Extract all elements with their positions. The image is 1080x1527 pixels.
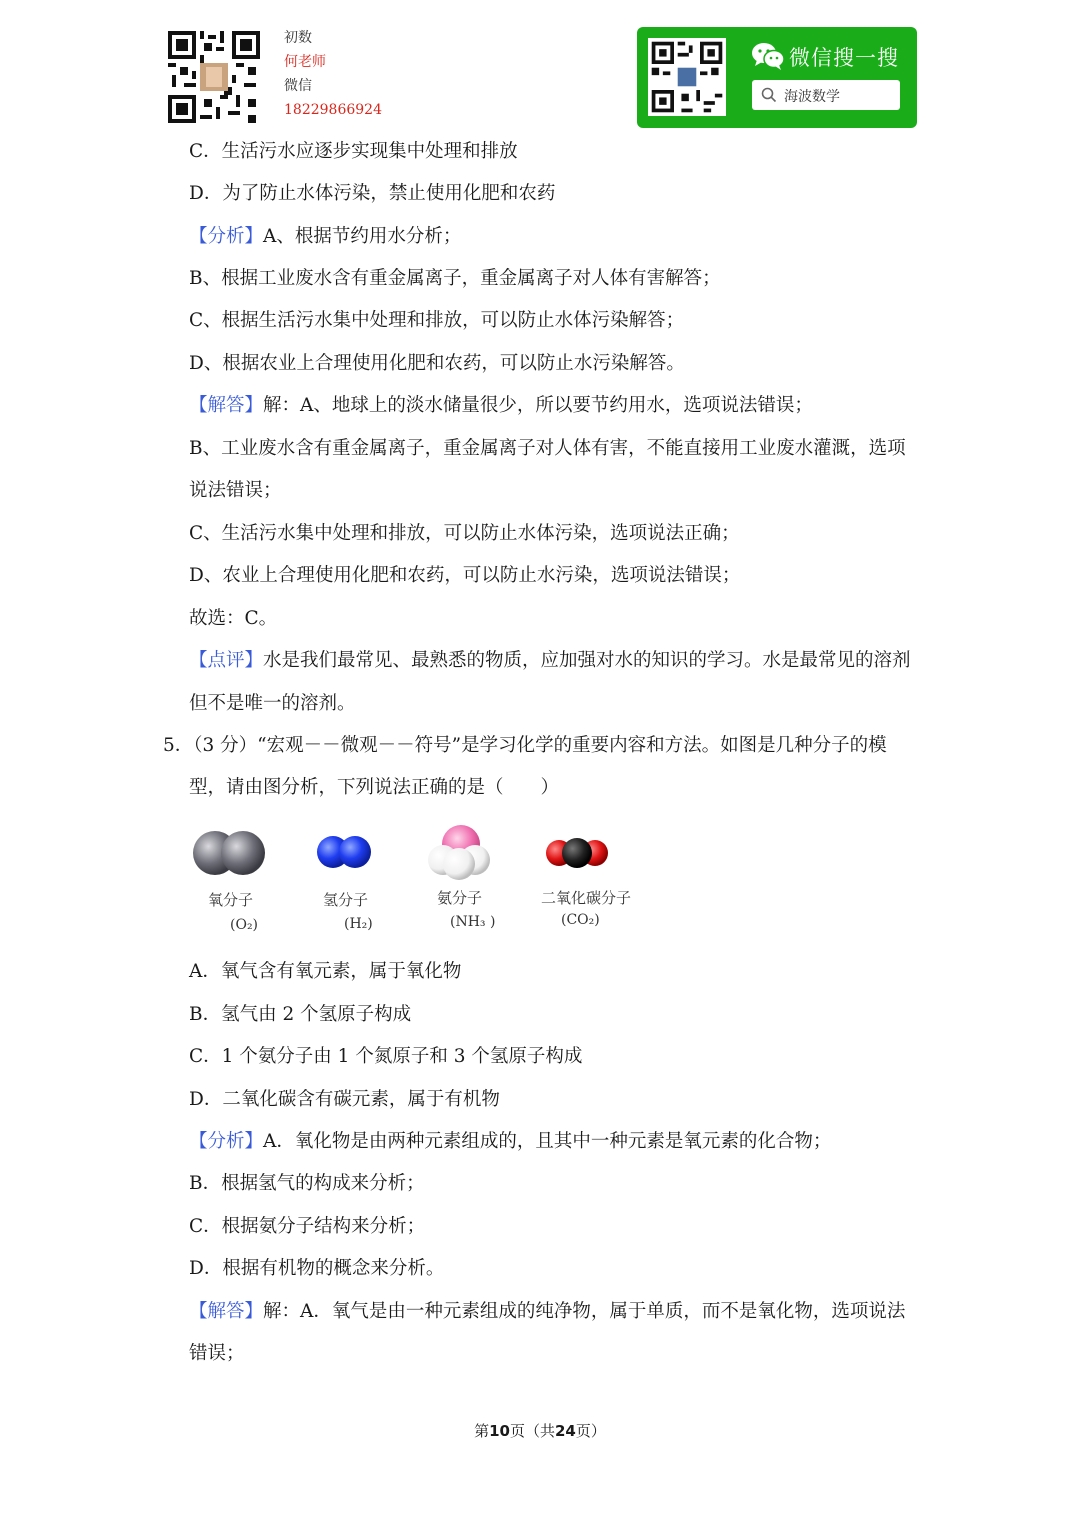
question-stem: 5．（3 分）“宏观－－微观－－符号”是学习化学的重要内容和方法。如图是几种分子的模 <box>163 735 887 756</box>
option-c: C．1 个氨分子由 1 个氮原子和 3 个氢原子构成 <box>189 1046 583 1067</box>
text-line: D、农业上合理使用化肥和农药，可以防止水污染，选项说法错误； <box>189 565 741 586</box>
text-line: B、根据工业废水含有重金属离子，重金属离子对人体有害解答； <box>189 268 721 289</box>
carbon-dioxide-molecule-model <box>544 834 610 872</box>
text-line: 故选：C。 <box>189 608 278 629</box>
wechat-search-card <box>637 27 917 128</box>
molecule-formula-hydrogen: (H₂) <box>344 916 373 932</box>
section-tag: 【点评】 <box>189 650 264 671</box>
wechat-logo-icon <box>751 41 785 71</box>
text-line: B．根据氢气的构成来分析； <box>189 1173 425 1194</box>
text-line: C、生活污水集中处理和排放，可以防止水体污染，选项说法正确； <box>189 523 740 544</box>
text-line: D、根据农业上合理使用化肥和农药，可以防止水污染解答。 <box>189 353 685 374</box>
text-line: 【分析】A．氧化物是由两种元素组成的，且其中一种元素是氧元素的化合物； <box>189 1131 832 1152</box>
text-line: 错误； <box>189 1343 245 1364</box>
contact-qr-code <box>168 31 260 123</box>
contact-line-phone: 18229866924 <box>284 102 382 118</box>
contact-line-teacher: 何老师 <box>284 54 326 70</box>
search-icon <box>761 87 777 103</box>
text-line: 说法错误； <box>189 480 282 501</box>
molecule-figure <box>180 820 650 945</box>
text-line: B、工业废水含有重金属离子，重金属离子对人体有害，不能直接用工业废水灌溉，选项 <box>189 438 906 459</box>
qr-code-icon <box>648 38 726 116</box>
ammonia-molecule-model <box>423 822 495 882</box>
option-d: D．二氧化碳含有碳元素，属于有机物 <box>189 1089 500 1110</box>
text-line: 【解答】解：A、地球上的淡水储量很少，所以要节约用水，选项说法错误； <box>189 395 813 416</box>
text-line: 【分析】A、根据节约用水分析； <box>189 226 462 247</box>
section-tag: 【解答】 <box>189 1301 264 1322</box>
option-b: B．氢气由 2 个氢原子构成 <box>189 1004 412 1025</box>
hydrogen-molecule-model <box>313 832 377 872</box>
wechat-qr-code <box>648 38 726 116</box>
page-footer: 第10页（共24页） <box>474 1422 606 1440</box>
wechat-search-title: 微信搜一搜 <box>789 46 899 70</box>
molecule-label-hydrogen: 氢分子 <box>323 891 369 909</box>
current-page-number: 10 <box>489 1422 510 1440</box>
molecule-formula-carbon-dioxide: (CO₂) <box>561 912 600 928</box>
text-line: 但不是唯一的溶剂。 <box>189 693 356 714</box>
section-tag: 【分析】 <box>189 1131 264 1152</box>
text-line: D．根据有机物的概念来分析。 <box>189 1258 445 1279</box>
contact-line-wechat: 微信 <box>284 78 312 94</box>
option-a: A．氧气含有氧元素，属于氧化物 <box>189 961 462 982</box>
text-line: C．生活污水应逐步实现集中处理和排放 <box>189 141 518 162</box>
wechat-search-text: 海波数学 <box>784 89 840 105</box>
contact-line-grade: 初数 <box>284 30 312 46</box>
section-tag: 【分析】 <box>189 226 264 247</box>
text-line: 【点评】水是我们最常见、最熟悉的物质，应加强对水的知识的学习。水是最常见的溶剂 <box>189 650 911 671</box>
molecule-formula-ammonia: (NH₃ ) <box>450 914 496 930</box>
text-line: D．为了防止水体污染，禁止使用化肥和农药 <box>189 183 556 204</box>
text-line: 【解答】解：A．氧气是由一种元素组成的纯净物，属于单质，而不是氧化物，选项说法 <box>189 1301 906 1322</box>
text-line: C．根据氨分子结构来分析； <box>189 1216 426 1237</box>
total-page-count: 24 <box>555 1422 576 1440</box>
question-stem: 型，请由图分析，下列说法正确的是（ ） <box>189 777 560 798</box>
section-tag: 【解答】 <box>189 395 264 416</box>
molecule-label-oxygen: 氧分子 <box>208 891 254 909</box>
wechat-search-box[interactable] <box>752 80 900 110</box>
molecule-label-ammonia: 氨分子 <box>437 889 483 907</box>
molecule-label-carbon-dioxide: 二氧化碳分子 <box>541 889 632 907</box>
qr-code-icon <box>168 31 260 123</box>
molecule-formula-oxygen: (O₂) <box>230 917 259 933</box>
text-line: C、根据生活污水集中处理和排放，可以防止水体污染解答； <box>189 310 685 331</box>
oxygen-molecule-model <box>190 828 270 878</box>
